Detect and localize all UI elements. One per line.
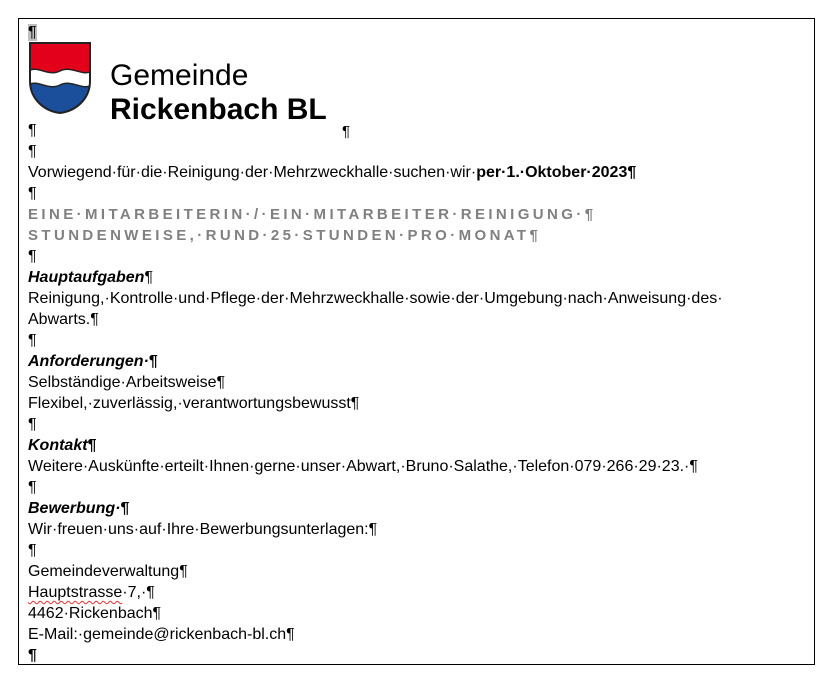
logo-line-2: Rickenbach BL xyxy=(110,93,327,126)
empty-paragraph-mark: ¶ xyxy=(28,479,37,496)
address-organization: Gemeindeverwaltung¶ xyxy=(28,563,188,580)
position-title-line-1: EINE·MITARBEITERIN·/·EIN·MITARBEITER·REINIGUNG·¶ xyxy=(28,206,597,223)
municipality-logo xyxy=(28,41,351,140)
empty-paragraph-mark: ¶ xyxy=(28,122,37,139)
empty-paragraph-mark: ¶ xyxy=(28,332,37,349)
section-heading-bewerbung: Bewerbung·¶ xyxy=(28,500,130,517)
empty-paragraph-mark: ¶ xyxy=(28,416,37,433)
kontakt-text: Weitere·Auskünfte·erteilt·Ihnen·gerne·unser·Abwart,·Bruno·Salathe,·Telefon·079·266·29·23.·¶ xyxy=(28,458,698,475)
empty-paragraph-mark: ¶ xyxy=(28,647,37,664)
intro-text: Vorwiegend·für·die·Reinigung·der·Mehrzweckhalle·suchen·wir· xyxy=(28,164,477,181)
paragraph-mark: ¶ xyxy=(342,123,351,140)
section-heading-hauptaufgaben: Hauptaufgaben¶ xyxy=(28,269,154,286)
empty-paragraph-mark: ¶ xyxy=(28,143,37,160)
position-title-line-2: STUNDENWEISE,·RUND·25·STUNDEN·PRO·MONAT¶ xyxy=(28,227,542,244)
hauptaufgaben-text-line-1: Reinigung,·Kontrolle·und·Pflege·der·Mehrzweckhalle·sowie·der·Umgebung·nach·Anweisung·des· xyxy=(28,290,723,307)
anforderungen-item-2: Flexibel,·zuverlässig,·verantwortungsbewusst¶ xyxy=(28,395,360,412)
address-city: 4462·Rickenbach¶ xyxy=(28,605,162,622)
anforderungen-item-1: Selbständige·Arbeitsweise¶ xyxy=(28,374,226,391)
coat-of-arms-icon xyxy=(28,41,92,115)
address-street: Hauptstrasse·7,·¶ xyxy=(28,584,155,601)
empty-paragraph-mark: ¶ xyxy=(28,542,37,559)
document-page[interactable] xyxy=(18,18,815,665)
bewerbung-text: Wir·freuen·uns·auf·Ihre·Bewerbungsunterlagen:¶ xyxy=(28,521,378,538)
spelling-flagged-word[interactable]: Hauptstrasse xyxy=(28,584,123,601)
start-date: per·1.·Oktober·2023¶ xyxy=(476,164,637,181)
empty-paragraph-mark: ¶ xyxy=(28,248,37,265)
empty-paragraph-mark: ¶ xyxy=(28,24,37,41)
intro-paragraph xyxy=(28,162,636,183)
address-email: E-Mail:·gemeinde@rickenbach-bl.ch¶ xyxy=(28,626,295,643)
section-heading-kontakt: Kontakt¶ xyxy=(28,437,97,454)
section-heading-anforderungen: Anforderungen·¶ xyxy=(28,353,158,370)
hauptaufgaben-text-line-2: Abwarts.¶ xyxy=(28,311,99,328)
empty-paragraph-mark: ¶ xyxy=(28,185,37,202)
logo-line-1: Gemeinde xyxy=(110,59,249,92)
